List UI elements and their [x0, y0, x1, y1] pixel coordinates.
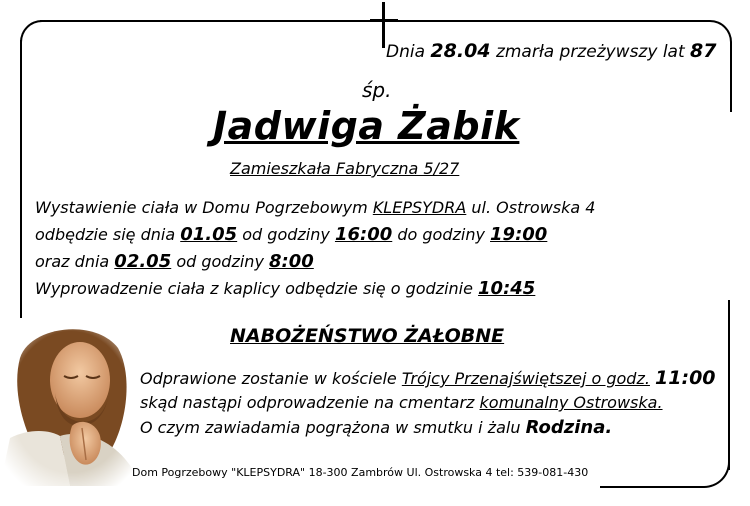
corner-bottom-right: [600, 440, 730, 488]
deceased-name: Jadwiga Żabik: [213, 104, 520, 148]
date-line: Dnia 28.04 zmarła przeżywszy lat 87: [386, 40, 717, 62]
viewing-line-3: oraz dnia 02.05 od godziny 8:00: [35, 251, 314, 272]
viewing-line-1: Wystawienie ciała w Domu Pogrzebowym KLEPSYDRA ul. Ostrowska 4: [35, 198, 596, 217]
residence: Zamieszkała Fabryczna 5/27: [230, 159, 460, 178]
top-border-right: [398, 20, 694, 22]
viewing-line-4: Wyprowadzenie ciała z kaplicy odbędzie się o godzinie 10:45: [35, 278, 536, 299]
service-line-2: skąd nastąpi odprowadzenie na cmentarz komunalny Ostrowska.: [140, 393, 663, 412]
corner-top-right: [694, 20, 732, 112]
service-heading: NABOŻEŃSTWO ŻAŁOBNE: [230, 325, 505, 347]
service-line-3: O czym zawiadamia pogrążona w smutku i żalu Rodzina.: [140, 417, 613, 438]
corner-top-left: [20, 20, 62, 52]
service-line-1: Odprawione zostanie w kościele Trójcy Przenajświętszej o godz. 11:00: [140, 367, 716, 389]
footer: Dom Pogrzebowy "KLEPSYDRA" 18-300 Zambrów Ul. Ostrowska 4 tel: 539-081-430: [132, 466, 589, 479]
viewing-line-2: odbędzie się dnia 01.05 od godziny 16:00 do godziny 19:00: [35, 224, 548, 245]
left-border: [20, 40, 22, 320]
top-border-left: [40, 20, 370, 22]
praying-jesus-portrait: [0, 318, 142, 486]
title-sp: śp.: [362, 78, 392, 102]
